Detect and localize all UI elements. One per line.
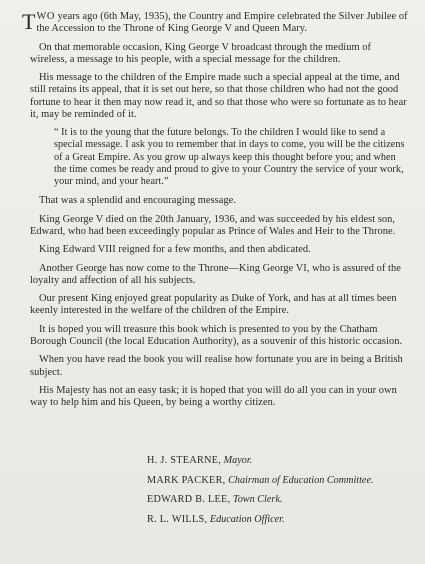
paragraph-duke-of-york: Our present King enjoyed great popularity as Duke of York, and has at all times been keenly interested in the welfare of the children of the Empire. — [30, 293, 397, 317]
paragraph-edward: King Edward VIII reigned for a few months, and then abdicated. — [39, 244, 311, 256]
signatory-title: Town Clerk. — [232, 494, 283, 505]
signatory-title: Mayor. — [223, 455, 253, 466]
signatory-name: EDWARD B. LEE, — [147, 494, 231, 505]
signatory-name: H. J. STEARNE, — [147, 455, 222, 466]
king-quote — [54, 127, 408, 188]
signatories — [147, 451, 374, 529]
signatory — [147, 490, 374, 510]
signatory — [147, 451, 374, 471]
paragraph-british-subject: When you have read the book you will realise how fortunate you are in being a British subject. — [30, 354, 403, 378]
paragraph-souvenir: It is hoped you will treasure this book which is presented to you by the Chatham Borough Council (the local Education Authority), as a souvenir of this historic occasion. — [30, 323, 403, 347]
signatory-title: Education Officer. — [209, 513, 285, 525]
quote-text: “ It is to the young that the future belongs. To the children I would like to send a special message. I ask you to remember that in days to come, you will be the citizens of a Great Empire. As you grow up always keep this thought before you; and when the time comes be ready and proud to give to your Country the service of your work, your mind, and your heart.” — [54, 127, 405, 187]
opening-text: years ago (6th May, 1935), the Country and Empire celebrated the Silver Jubilee of the Accession to the Throne of King George V and Queen Mary. — [36, 11, 408, 35]
signatory — [147, 510, 374, 530]
paragraph-worthy-citizen: His Majesty has not an easy task; it is hoped that you will do all you can in your own way to help him and his Queen, by being a worthy citizen. — [30, 384, 397, 409]
paragraph-appeal: His message to the children of the Empire made such a special appeal at the time, and still retains its appeal, that it is set out here, so that those children who had not the good fortune to hear it then may now read it, and so that those who were so fortunate as to hear it, may be reminded of it. — [30, 72, 407, 120]
signatory — [147, 471, 374, 491]
signatory-name: R. L. WILLS, — [147, 513, 208, 525]
opening-lead: WO — [36, 11, 56, 22]
paragraph-death: King George V died on the 20th January, 1936, and was succeeded by his eldest son, Edward, who had been exceedingly popular as Prince of Wales and Heir to the Throne. — [30, 213, 396, 237]
opening-paragraph — [22, 9, 408, 35]
signatory-title: Chairman of Education Committee. — [228, 474, 374, 486]
drop-cap: T — [22, 9, 36, 34]
letter-body — [22, 9, 408, 416]
paragraph-broadcast: On that memorable occasion, King George V broadcast through the medium of wireless, a message to his people, with a special message for the children. — [30, 41, 372, 65]
paragraph-splendid: That was a splendid and encouraging message. — [39, 195, 236, 207]
signatory-name: MARK PACKER, — [147, 474, 226, 486]
paragraph-george-vi: Another George has now come to the Throne—King George VI, who is assured of the loyalty and affection of all his subjects. — [30, 262, 401, 286]
